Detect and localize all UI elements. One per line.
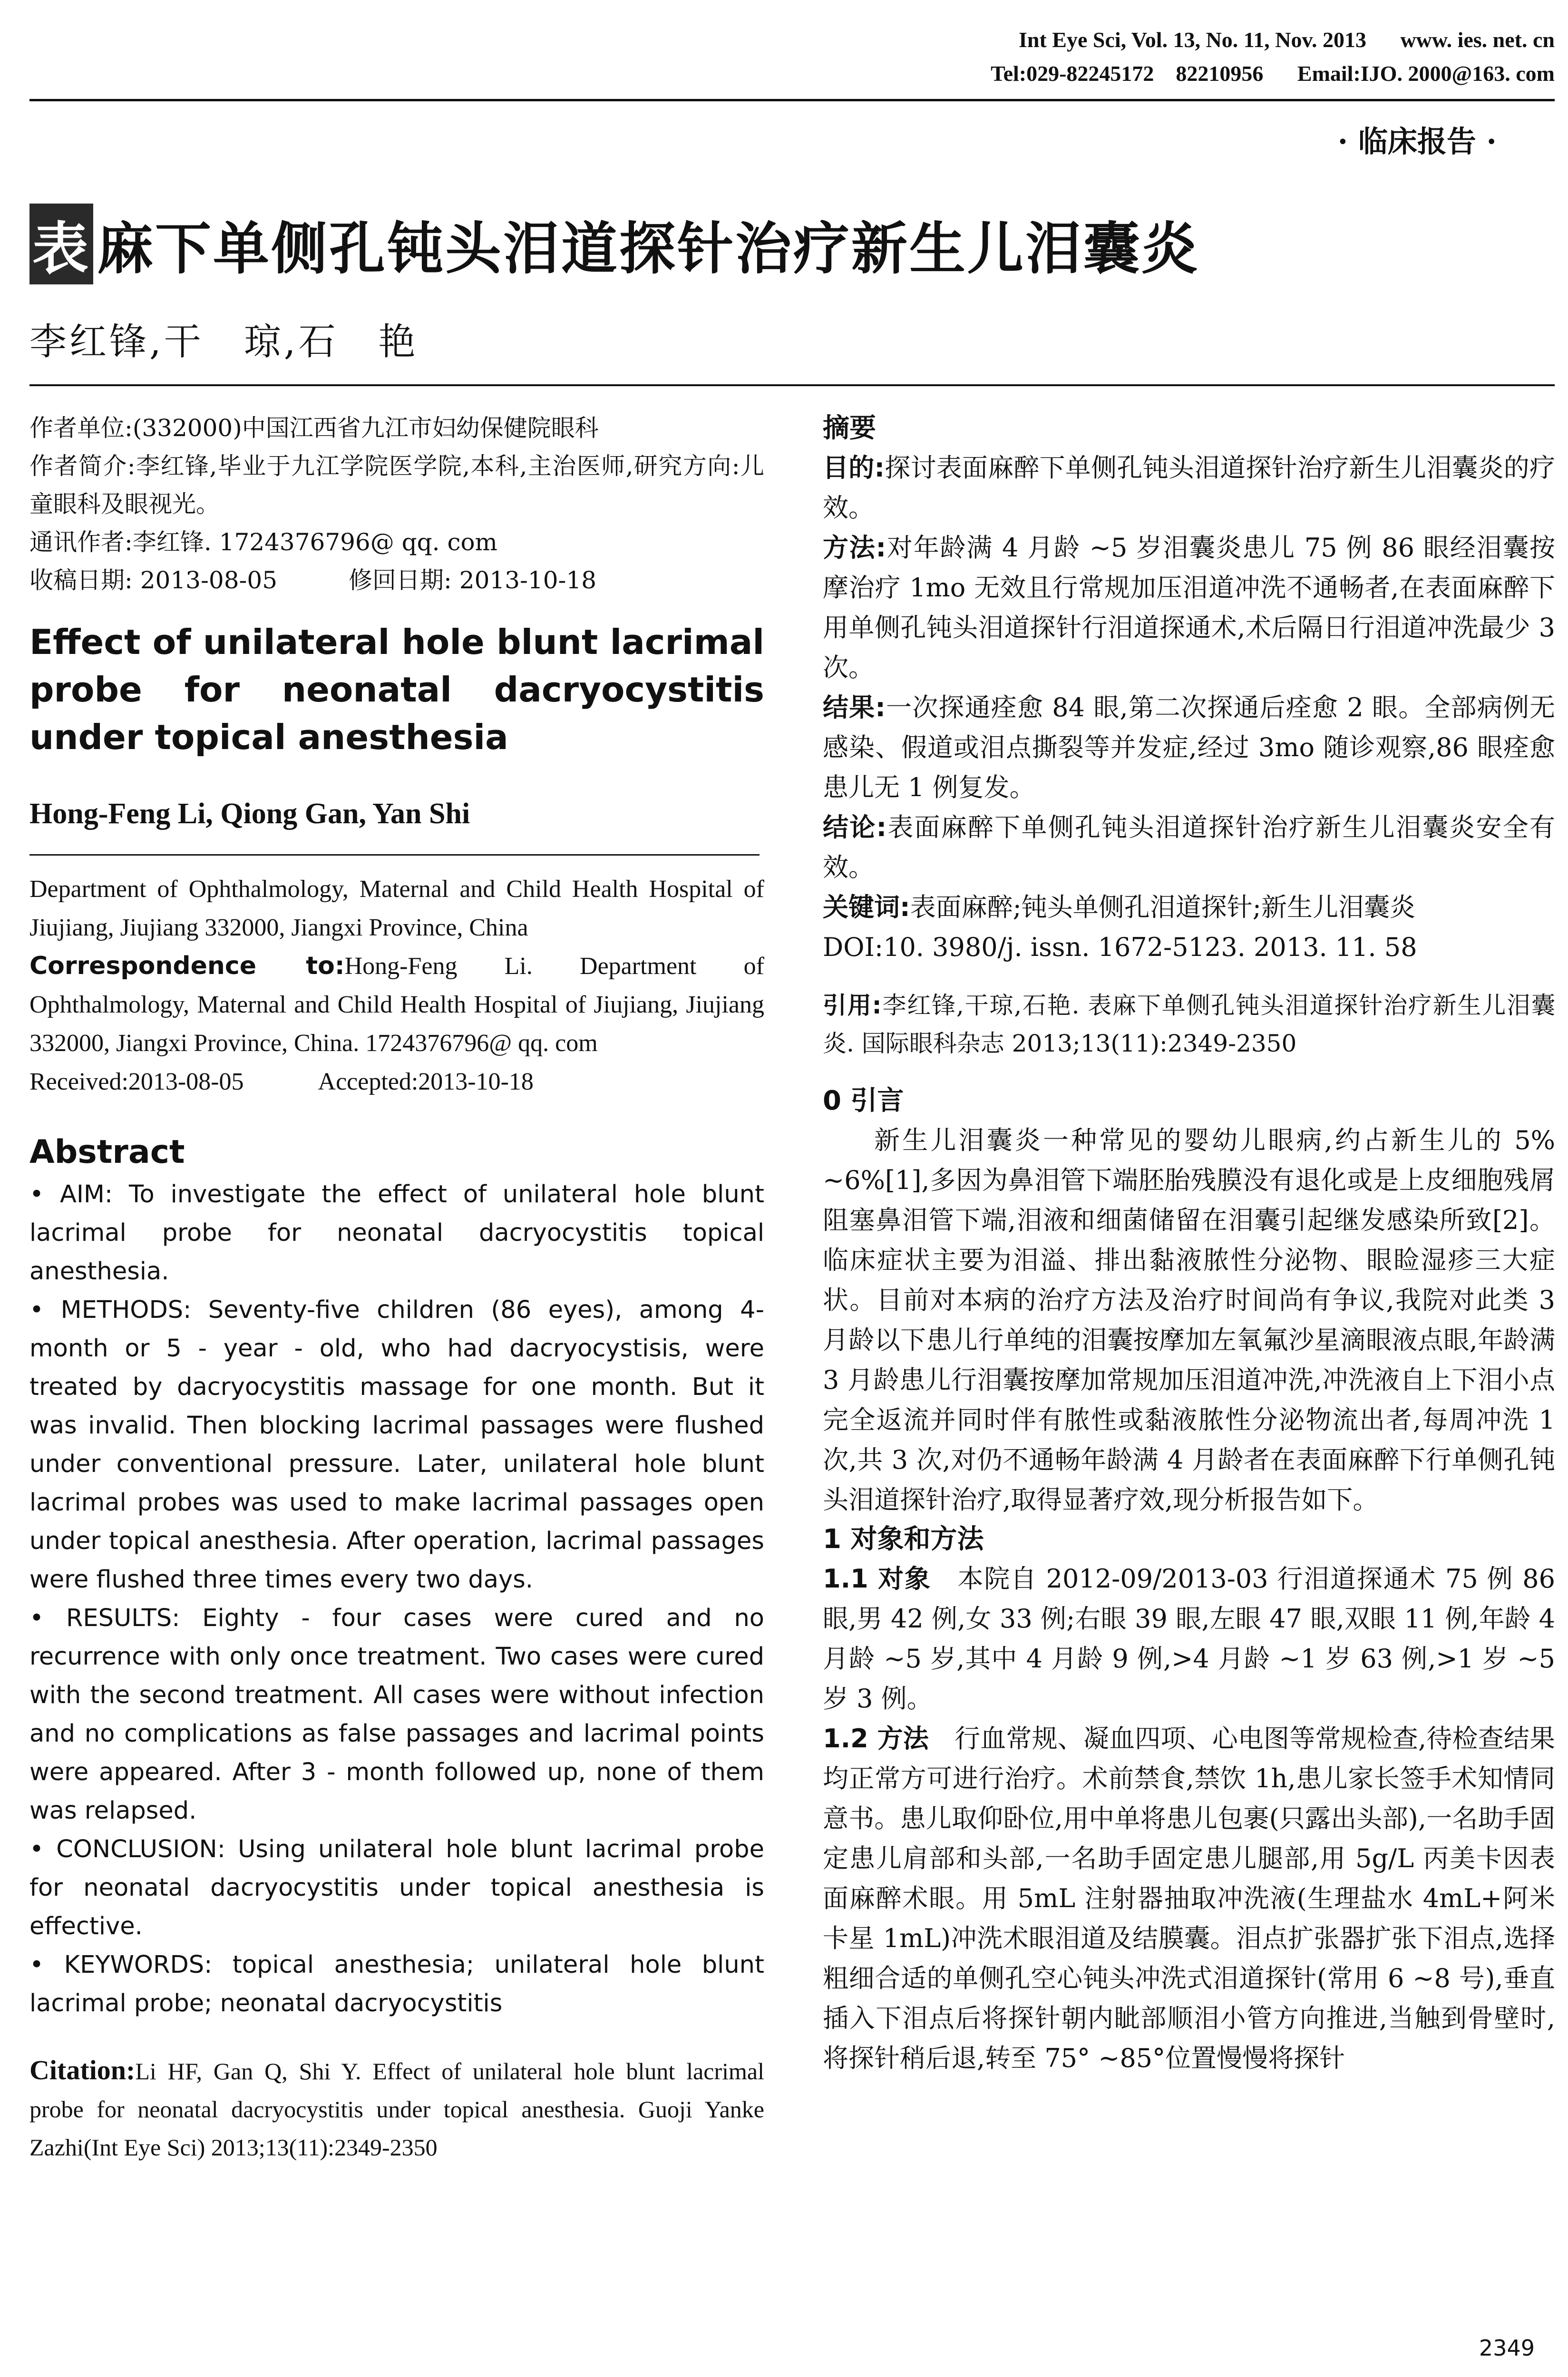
intro-body (823, 1120, 1555, 1520)
citation-text-en: Li HF, Gan Q, Shi Y. Effect of unilateral hole blunt lacrimal probe for neonatal dacryocystitis under topical anesthesia. Guoji Yanke Zazhi(Int Eye Sci) 2013;13(11):2349-2350 (29, 2058, 764, 2161)
correspondence-text: Hong-Feng Li. Department of Ophthalmology, Maternal and Child Health Hospital of Jiujiang, Jiujiang 332000, Jiangxi Province, China. 1724376796@ qq. com (29, 953, 764, 1057)
article-title-en: Effect of unilateral hole blunt lacrimal probe for neonatal dacryocystitis under topical anesthesia (29, 622, 764, 757)
conclusion-label: 结论: (823, 812, 887, 842)
results-text: 一次探通痊愈 84 眼,第二次探通后痊愈 2 眼。全部病例无感染、假道或泪点撕裂等并发症,经过 3mo 随诊观察,86 眼痊愈患儿无 1 例复发。 (823, 692, 1555, 802)
aim-text: 探讨表面麻醉下单侧孔钝头泪道探针治疗新生儿泪囊炎的疗效。 (823, 453, 1555, 523)
abstract-en (29, 1175, 764, 2023)
corresponding-author: 通讯作者:李红锋. 1724376796@ qq. com (29, 528, 497, 556)
citation-label-cn: 引用: (823, 992, 882, 1019)
running-header (962, 23, 1555, 91)
left-column (29, 409, 764, 2166)
subjects-label: 1.1 对象 (823, 1564, 931, 1594)
right-column (823, 409, 1555, 2078)
abstract-cn-keywords (823, 887, 1555, 927)
methods-label: 方法: (823, 533, 886, 563)
article-title-cn (29, 204, 1199, 284)
conclusion-text: 表面麻醉下单侧孔钝头泪道探针治疗新生儿泪囊炎安全有效。 (823, 812, 1555, 882)
authors-en: Hong-Feng Li, Qiong Gan, Yan Shi (29, 798, 470, 830)
correspondence-label: Correspondence to: (29, 952, 345, 980)
subjects-text: 本院自 2012-09/2013-03 行泪道探通术 75 例 86 眼,男 42 例,女 33 例;右眼 39 眼,左眼 47 眼,双眼 11 例,年龄 4 月龄 ~5 岁,其中 4 月龄 9 例,>4 月龄 ~1 岁 63 例,>1 岁 ~5 岁 3 例。 (823, 1564, 1556, 1714)
procedure-text: 行血常规、凝血四项、心电图等常规检查,待检查结果均正常方可进行治疗。术前禁食,禁饮 1h,患儿家长签手术知情同意书。患儿取仰卧位,用中单将患儿包裹(只露出头部),一名助手固定患儿肩部和头部,一名助手固定患儿腿部,用 5g/L 丙美卡因表面麻醉术眼。用 5mL 注射器抽取冲洗液(生理盐水 4mL+阿米卡星 1mL)冲洗术眼泪道及结膜囊。泪点扩张器扩张下泪点,选择粗细合适的单侧孔空心钝头冲洗式泪道探针(常用 6 ~8 号),垂直插入下泪点后将探针朝内眦部顺泪小管方向推进,当触到骨壁时,将探针稍后退,转至 75° ~85°位置慢慢将探针 (823, 1724, 1556, 2073)
author-affiliation: 作者单位:(332000)中国江西省九江市妇幼保健院眼科 (29, 414, 599, 442)
intro-paragraph: 新生儿泪囊炎一种常见的婴幼儿眼病,约占新生儿的 5% ~6%[1],多因为鼻泪管下端胚胎残膜没有退化或是上皮细胞残屑阻塞鼻泪管下端,泪液和细菌储留在泪囊引起继发感染所致[2]。临床症状主要为泪溢、排出黏液脓性分泌物、眼睑湿疹三大症状。目前对本病的治疗方法及治疗时间尚有争议,我院对此类 3 月龄以下患儿行单纯的泪囊按摩加左氧氟沙星滴眼液点眼,年龄满 3 月龄患儿行泪囊按摩加常规加压泪道冲洗,冲洗液自上下泪小点完全返流并同时伴有脓性或黏液脓性分泌物流出者,每周冲洗 1 次,共 3 次,对仍不通畅年龄满 4 月龄者在表面麻醉下行单侧孔钝头泪道探针治疗,取得显著疗效,现分析报告如下。 (823, 1125, 1555, 1515)
journal-line: Int Eye Sci, Vol. 13, No. 11, Nov. 2013 (1018, 28, 1366, 52)
abstract-cn-methods (823, 528, 1555, 688)
keywords-text: 表面麻醉;钝头单侧孔泪道探针;新生儿泪囊炎 (910, 892, 1415, 922)
abstract-methods: • METHODS: Seventy-five children (86 eyes), among 4-month or 5 - year - old, who had dacryocystisis, were treated by dacryocystitis massage for one month. But it was invalid. Then blocking lacrimal passages were flushed under conventional pressure. Later, unilateral hole blunt lacrimal probes was used to make lacrimal passages open under topical anesthesia. After operation, lacrimal passages were flushed three times every two days. (29, 1296, 764, 1594)
methods-body (823, 1559, 1555, 2078)
journal-tel: Tel:029-82245172 82210956 (991, 61, 1264, 86)
affiliation-en: Department of Ophthalmology, Maternal and Child Health Hospital of Jiujiang, Jiujiang 332000, Jiangxi Province, China (29, 876, 764, 941)
journal-email: Email:IJO. 2000@163. com (1297, 61, 1555, 86)
header-rule (29, 99, 1555, 101)
abstract-heading-en: Abstract (29, 1133, 185, 1171)
doi: DOI:10. 3980/j. issn. 1672-5123. 2013. 11. 58 (823, 932, 1417, 962)
abstract-conclusion: • CONCLUSION: Using unilateral hole blunt lacrimal probe for neonatal dacryocystitis under topical anesthesia is effective. (29, 1835, 764, 1940)
citation-label-en: Citation: (29, 2055, 136, 2085)
dates-en: Received:2013-08-05 Accepted:2013-10-18 (29, 1068, 534, 1095)
department-block (29, 870, 764, 1101)
abstract-aim: • AIM: To investigate the effect of unilateral hole blunt lacrimal probe for neonatal dacryocystitis topical anesthesia. (29, 1180, 764, 1286)
procedure-paragraph (823, 1719, 1555, 2078)
abstract-keywords: • KEYWORDS: topical anesthesia; unilateral hole blunt lacrimal probe; neonatal dacryocystitis (29, 1951, 764, 2017)
citation-en (29, 2051, 764, 2166)
abstract-heading-cn: 摘要 (823, 413, 876, 444)
page-number: 2349 (1479, 2335, 1535, 2361)
abstract-cn (823, 448, 1555, 967)
intro-heading: 0 引言 (823, 1085, 904, 1116)
methods-text: 对年龄满 4 月龄 ~5 岁泪囊炎患儿 75 例 86 眼经泪囊按摩治疗 1mo 无效且行常规加压泪道冲洗不通畅者,在表面麻醉下用单侧孔钝头泪道探针行泪道探通术,术后隔日行泪道冲洗最少 3 次。 (823, 533, 1555, 682)
abstract-cn-conclusion (823, 808, 1555, 887)
procedure-label: 1.2 方法 (823, 1724, 929, 1754)
keywords-label: 关键词: (823, 892, 910, 922)
correspondence-en (29, 947, 764, 1062)
subjects-paragraph (823, 1559, 1555, 1719)
abstract-cn-results (823, 688, 1555, 808)
received-dates: 收稿日期: 2013-08-05 修回日期: 2013-10-18 (29, 566, 597, 594)
results-label: 结果: (823, 692, 886, 722)
title-rest: 麻下单侧孔钝头泪道探针治疗新生儿泪囊炎 (97, 215, 1200, 282)
aim-label: 目的: (823, 453, 885, 483)
citation-cn (823, 986, 1555, 1062)
title-first-char: 表 (29, 204, 93, 284)
abstract-results: • RESULTS: Eighty - four cases were cured and no recurrence with only once treatment. Two cases were cured with the second treatment. All cases were without infection and no complications as false passages and lacrimal points were appeared. After 3 - month followed up, none of them was relapsed. (29, 1604, 764, 1825)
journal-website: www. ies. net. cn (1400, 28, 1555, 52)
citation-text-cn: 李红锋,干琼,石艳. 表麻下单侧孔钝头泪道探针治疗新生儿泪囊炎. 国际眼科杂志 2013;13(11):2349-2350 (823, 992, 1555, 1057)
authors-rule (29, 854, 760, 856)
title-rule (29, 384, 1555, 386)
author-info (29, 409, 764, 599)
authors-cn: 李红锋,干 琼,石 艳 (29, 321, 419, 363)
section-tag: · 临床报告 · (1337, 124, 1497, 159)
methods-heading: 1 对象和方法 (823, 1524, 984, 1555)
author-bio: 作者简介:李红锋,毕业于九江学院医学院,本科,主治医师,研究方向:儿童眼科及眼视光。 (29, 452, 764, 518)
abstract-cn-aim (823, 448, 1555, 528)
